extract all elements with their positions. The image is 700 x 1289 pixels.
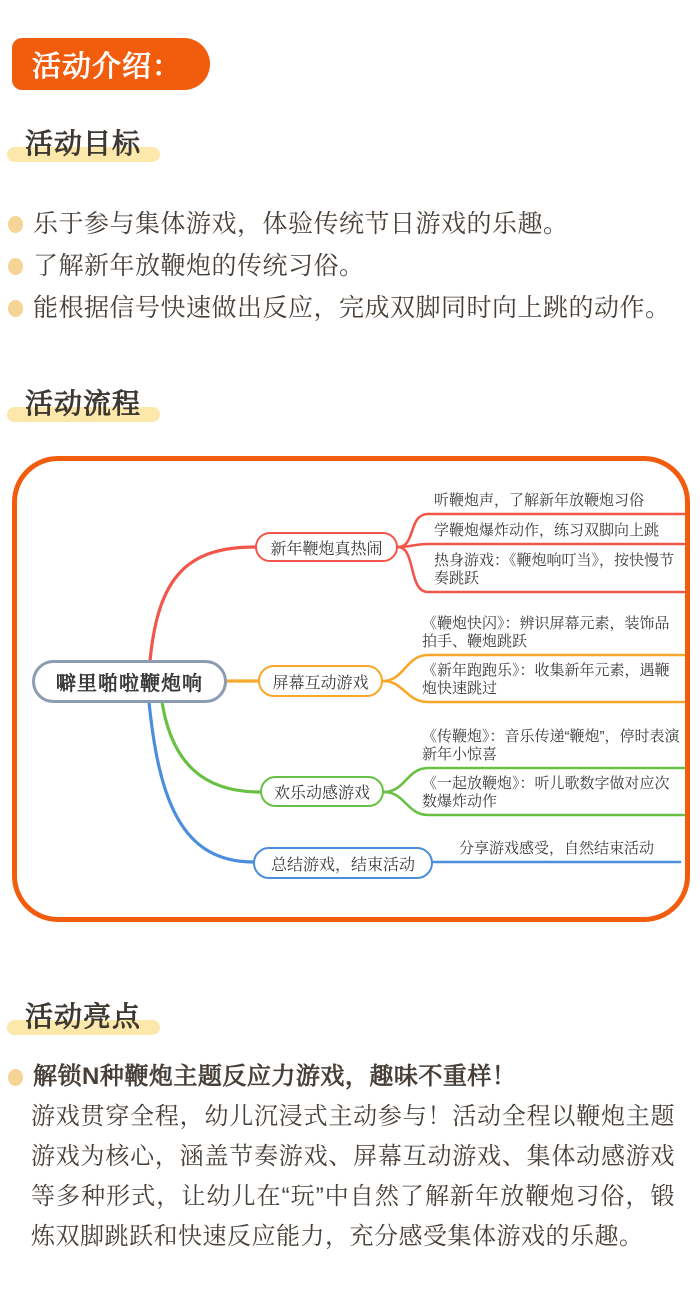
- goal-item-text: 能根据信号快速做出反应，完成双脚同时向上跳的动作。: [33, 294, 671, 322]
- highlight-headline: 解锁N种鞭炮主题反应力游戏，趣味不重样！: [33, 1062, 517, 1090]
- leaf-note: 《鞭炮快闪》：辨识屏幕元素，装饰品拍手、鞭炮跳跃: [422, 615, 670, 650]
- leaf-note: 《新年跑跑乐》：收集新年元素，遇鞭炮快速跳过: [422, 662, 670, 697]
- activity-intro-badge: 活动介绍：: [12, 38, 210, 90]
- bullet-dot-icon: [8, 258, 23, 275]
- list-item: [8, 287, 686, 329]
- bullet-dot-icon: [8, 300, 23, 317]
- goals-heading-text: 活动目标: [25, 128, 142, 159]
- leaf-note: 分享游戏感受，自然结束活动: [458, 840, 654, 857]
- bullet-dot-icon: [8, 216, 23, 233]
- highlights-heading-text: 活动亮点: [25, 1001, 142, 1032]
- goal-item-text: 了解新年放鞭炮的传统习俗。: [33, 252, 365, 280]
- highlights-heading: [25, 1003, 141, 1037]
- process-heading: [25, 390, 141, 424]
- list-item: [8, 245, 686, 287]
- process-heading-text: 活动流程: [25, 388, 142, 419]
- leaf-note: 《传鞭炮》：音乐传递“鞭炮”，停时表演新年小惊喜: [422, 728, 680, 763]
- leaf-note: 学鞭炮爆炸动作，练习双脚向上跳: [434, 522, 660, 539]
- mindmap: [12, 456, 690, 922]
- goals-heading: [25, 130, 141, 164]
- list-item: [8, 203, 686, 245]
- branch-node-0: 新年鞭炮真热闹: [255, 532, 398, 562]
- leaf-note: 热身游戏：《鞭炮响叮当》，按快慢节奏跳跃: [434, 552, 675, 587]
- branch-node-3: 总结游戏，结束活动: [253, 847, 433, 879]
- leaf-note: 《一起放鞭炮》：听儿歌数字做对应次数爆炸动作: [422, 775, 670, 810]
- leaf-note: 听鞭炮声，了解新年放鞭炮习俗: [434, 492, 645, 509]
- branch-node-2: 欢乐动感游戏: [260, 776, 384, 807]
- goal-item-text: 乐于参与集体游戏，体验传统节日游戏的乐趣。: [33, 210, 569, 238]
- highlight-paragraph: 游戏贯穿全程，幼儿沉浸式主动参与！活动全程以鞭炮主题游戏为核心，涵盖节奏游戏、屏幕互动游戏、集体动感游戏等多种形式，让幼儿在“玩”中自然了解新年放鞭炮习俗，锻炼双脚跳跃和快速反应能力，充分感受集体游戏的乐趣。: [31, 1103, 675, 1250]
- highlight-headline-row: [8, 1057, 686, 1097]
- goals-list: [8, 203, 686, 329]
- mindmap-root-node: 噼里啪啦鞭炮响: [32, 660, 227, 703]
- bullet-dot-icon: [8, 1069, 23, 1086]
- branch-node-1: 屏幕互动游戏: [258, 665, 383, 697]
